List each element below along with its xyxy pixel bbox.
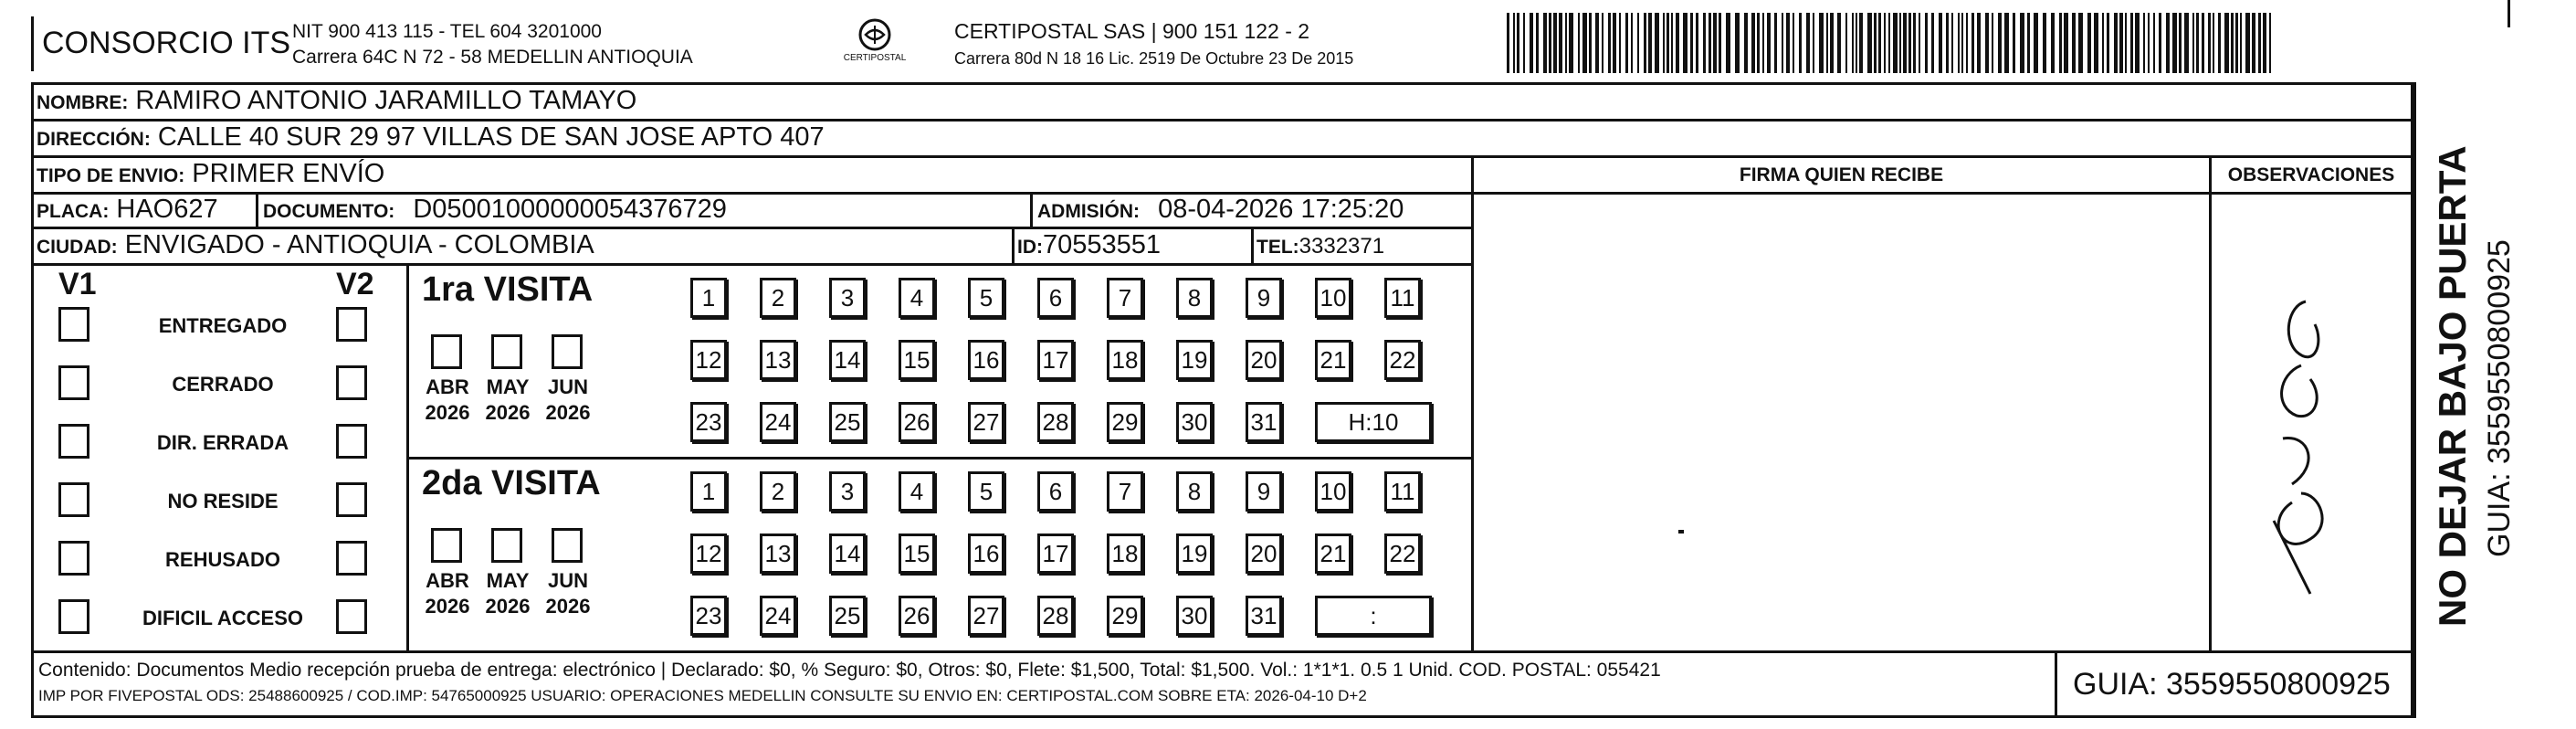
status-option-label: NO RESIDE [167, 490, 279, 512]
day-box[interactable]: 23 [690, 596, 727, 636]
day-box[interactable]: 5 [968, 278, 1004, 318]
day-box[interactable]: 20 [1246, 534, 1282, 574]
day-box[interactable]: 4 [899, 471, 935, 512]
day-box[interactable]: 29 [1107, 402, 1143, 442]
time-box[interactable]: : [1315, 596, 1432, 636]
month-year: 2026 [485, 595, 531, 618]
day-box[interactable]: 11 [1384, 471, 1421, 512]
handwritten-mark [2219, 283, 2402, 630]
footer-print-info: IMP POR FIVEPOSTAL ODS: 25488600925 / COD.IMP: 54765000925 USUARIO: OPERACIONES MEDELLIN CONSULTE SU ENVIO EN: CERTIPOSTAL.COM SOBRE ETA: 2026-04-10 D+2 [38, 687, 1367, 704]
day-box[interactable]: 6 [1037, 471, 1074, 512]
v1-header: V1 [58, 267, 97, 301]
tel-field [1256, 234, 1384, 259]
admision-field [1037, 195, 1404, 225]
header [0, 0, 2576, 82]
nit-line: NIT 900 413 115 - TEL 604 3201000 [292, 21, 602, 42]
footer-content: Contenido: Documentos Medio recepción prueba de entrega: electrónico | Declarado: $0, % Seguro: $0, Otros: $0, Flete: $1,500, Total: $1,500. Vol.: 1*1*1. 0.5 1 Unid. COD. POSTAL: 055421 [38, 660, 1661, 681]
month-year: 2026 [425, 595, 470, 618]
nombre-value: RAMIRO ANTONIO JARAMILLO TAMAYO [135, 86, 637, 115]
certipostal-line: CERTIPOSTAL SAS | 900 151 122 - 2 [954, 19, 1310, 43]
day-box[interactable]: 20 [1246, 340, 1282, 380]
month-checkbox[interactable] [552, 528, 583, 563]
status-option-label: REHUSADO [165, 548, 280, 571]
day-box[interactable]: 12 [690, 340, 727, 380]
day-box[interactable]: 30 [1176, 596, 1213, 636]
certipostal-address: Carrera 80d N 18 16 Lic. 2519 De Octubre 23 De 2015 [954, 49, 1354, 68]
placa-value: HAO627 [116, 195, 218, 224]
nombre-field [37, 86, 636, 116]
status-option-label: DIFICIL ACCESO [142, 607, 303, 629]
firma-header: FIRMA QUIEN RECIBE [1739, 164, 1944, 185]
day-box[interactable]: 27 [968, 596, 1004, 636]
day-box[interactable]: 1 [690, 278, 727, 318]
id-value: 70553551 [1043, 230, 1162, 259]
v2-checkbox[interactable] [336, 365, 367, 400]
day-box[interactable]: 31 [1246, 402, 1282, 442]
day-box[interactable]: 19 [1176, 340, 1213, 380]
direccion-value: CALLE 40 SUR 29 97 VILLAS DE SAN JOSE APTO 407 [157, 122, 825, 152]
documento-field [263, 195, 727, 225]
v1-checkbox[interactable] [58, 541, 89, 576]
day-box[interactable]: 30 [1176, 402, 1213, 442]
month-label: MAY [486, 569, 530, 592]
month-checkbox[interactable] [491, 528, 522, 563]
day-box[interactable]: 10 [1315, 278, 1351, 318]
id-field [1017, 230, 1161, 260]
day-box[interactable]: 13 [760, 340, 796, 380]
day-box[interactable]: 29 [1107, 596, 1143, 636]
month-checkbox[interactable] [491, 334, 522, 369]
day-box[interactable]: 28 [1037, 596, 1074, 636]
day-box[interactable]: 21 [1315, 534, 1351, 574]
day-box[interactable]: 17 [1037, 340, 1074, 380]
day-box[interactable]: 19 [1176, 534, 1213, 574]
day-box[interactable]: 18 [1107, 534, 1143, 574]
brand-name: CONSORCIO ITS [42, 26, 291, 60]
month-checkbox[interactable] [552, 334, 583, 369]
tipo-envio-label: TIPO DE ENVIO: [37, 165, 185, 186]
day-box[interactable]: 17 [1037, 534, 1074, 574]
day-box[interactable]: 7 [1107, 471, 1143, 512]
day-box[interactable]: 14 [829, 534, 866, 574]
month-label: MAY [486, 375, 530, 398]
day-box[interactable]: 18 [1107, 340, 1143, 380]
day-box[interactable]: 22 [1384, 340, 1421, 380]
day-box[interactable]: 23 [690, 402, 727, 442]
v1-checkbox[interactable] [58, 307, 89, 342]
v2-checkbox[interactable] [336, 482, 367, 517]
time-box[interactable]: H:10 [1315, 402, 1432, 442]
day-box[interactable]: 10 [1315, 471, 1351, 512]
tel-value: 3332371 [1299, 234, 1385, 259]
day-box[interactable]: 9 [1246, 471, 1282, 512]
month-checkbox[interactable] [431, 334, 462, 369]
admision-value: 08-04-2026 17:25:20 [1158, 195, 1404, 224]
id-label: ID: [1017, 237, 1043, 258]
tipo-envio-value: PRIMER ENVÍO [192, 159, 385, 188]
ciudad-value: ENVIGADO - ANTIOQUIA - COLOMBIA [124, 230, 594, 259]
placa-label: PLACA: [37, 201, 110, 222]
day-box[interactable]: 9 [1246, 278, 1282, 318]
visit-title: 1ra VISITA [422, 270, 594, 309]
status-option-label: DIR. ERRADA [156, 431, 289, 454]
day-box[interactable]: 4 [899, 278, 935, 318]
day-box[interactable]: 22 [1384, 534, 1421, 574]
certipostal-logo-icon [838, 18, 911, 66]
day-box[interactable]: 21 [1315, 340, 1351, 380]
ciudad-field [37, 230, 594, 260]
nombre-label: NOMBRE: [37, 92, 129, 113]
status-option-label: ENTREGADO [158, 314, 288, 337]
month-year: 2026 [545, 401, 591, 424]
month-year: 2026 [485, 401, 531, 424]
footer-guia: GUIA: 3559550800925 [2073, 667, 2391, 702]
day-box[interactable]: 8 [1176, 471, 1213, 512]
v1-checkbox[interactable] [58, 365, 89, 400]
month-label: ABR [426, 375, 469, 398]
day-box[interactable]: 13 [760, 534, 796, 574]
day-box[interactable]: 12 [690, 534, 727, 574]
tipo-envio-field [37, 159, 384, 189]
day-box[interactable]: 11 [1384, 278, 1421, 318]
day-box[interactable]: 1 [690, 471, 727, 512]
side-guia: GUIA: 3559550800925 [2482, 239, 2517, 557]
day-box[interactable]: 27 [968, 402, 1004, 442]
day-box[interactable]: 26 [899, 402, 935, 442]
tel-label: TEL: [1256, 237, 1299, 258]
month-label: JUN [547, 375, 588, 398]
address-line: Carrera 64C N 72 - 58 MEDELLIN ANTIOQUIA [292, 47, 693, 68]
v2-checkbox[interactable] [336, 541, 367, 576]
visit-title: 2da VISITA [422, 464, 601, 502]
day-box[interactable]: 25 [829, 402, 866, 442]
day-box[interactable]: 16 [968, 340, 1004, 380]
v2-checkbox[interactable] [336, 307, 367, 342]
barcode-icon [1507, 13, 2278, 73]
placa-field [37, 195, 218, 225]
status-option-label: CERRADO [172, 373, 274, 396]
day-box[interactable]: 3 [829, 471, 866, 512]
month-checkbox[interactable] [431, 528, 462, 563]
day-box[interactable]: 24 [760, 402, 796, 442]
direccion-field [37, 122, 825, 153]
month-year: 2026 [545, 595, 591, 618]
month-label: JUN [547, 569, 588, 592]
day-box[interactable]: 31 [1246, 596, 1282, 636]
day-box[interactable]: 8 [1176, 278, 1213, 318]
v2-header: V2 [336, 267, 374, 301]
stray-dot [1678, 530, 1684, 534]
ciudad-label: CIUDAD: [37, 237, 118, 258]
documento-value: D05001000000054376729 [413, 195, 727, 224]
month-label: ABR [426, 569, 469, 592]
day-box[interactable]: 3 [829, 278, 866, 318]
day-box[interactable]: 7 [1107, 278, 1143, 318]
v1-checkbox[interactable] [58, 482, 89, 517]
v1-checkbox[interactable] [58, 599, 89, 634]
day-box[interactable]: 5 [968, 471, 1004, 512]
day-box[interactable]: 26 [899, 596, 935, 636]
admision-label: ADMISIÓN: [1037, 201, 1140, 222]
day-box[interactable]: 15 [899, 534, 935, 574]
day-box[interactable]: 14 [829, 340, 866, 380]
observaciones-header: OBSERVACIONES [2227, 164, 2395, 185]
month-year: 2026 [425, 401, 470, 424]
day-box[interactable]: 6 [1037, 278, 1074, 318]
v2-checkbox[interactable] [336, 599, 367, 634]
direccion-label: DIRECCIÓN: [37, 129, 151, 150]
side-warning: NO DEJAR BAJO PUERTA [2431, 145, 2474, 627]
logo-caption: CERTIPOSTAL [843, 53, 907, 63]
v2-checkbox[interactable] [336, 424, 367, 459]
day-box[interactable]: 15 [899, 340, 935, 380]
day-box[interactable]: 25 [829, 596, 866, 636]
day-box[interactable]: 24 [760, 596, 796, 636]
v1-checkbox[interactable] [58, 424, 89, 459]
day-box[interactable]: 28 [1037, 402, 1074, 442]
day-box[interactable]: 16 [968, 534, 1004, 574]
documento-label: DOCUMENTO: [263, 201, 395, 222]
day-box[interactable]: 2 [760, 278, 796, 318]
day-box[interactable]: 2 [760, 471, 796, 512]
